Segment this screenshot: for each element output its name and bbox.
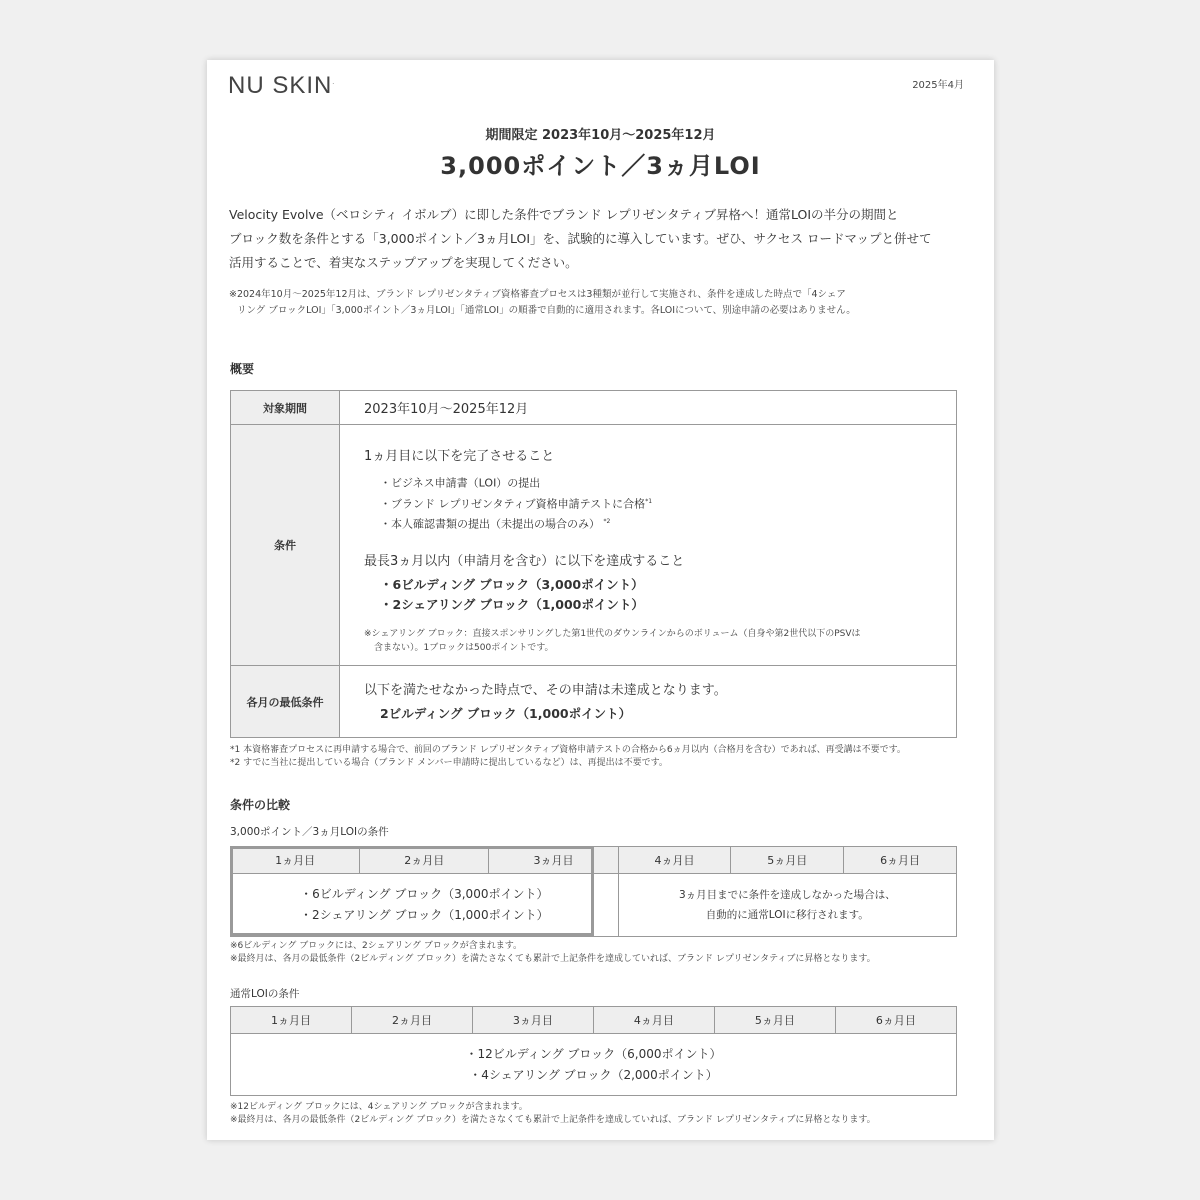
month-header: 5ヵ月目 bbox=[714, 1007, 835, 1034]
within-item: ・2シェアリング ブロック（1,000ポイント） bbox=[380, 596, 644, 612]
comparison-heading: 条件の比較 bbox=[230, 798, 291, 812]
loi3-fallback-note: 3ヵ月目までに条件を達成しなかった場合は、 自動的に通常LOIに移行されます。 bbox=[618, 874, 956, 937]
minimum-label: 各月の最低条件 bbox=[231, 666, 340, 738]
loi3-table bbox=[230, 846, 957, 937]
month-header: 1ヵ月目 bbox=[231, 847, 360, 874]
month-header: 6ヵ月目 bbox=[835, 1007, 956, 1034]
month-header: 4ヵ月目 bbox=[618, 847, 731, 874]
minimum-text: 以下を満たせなかった時点で、その申請は未達成となります。 bbox=[364, 683, 727, 698]
intro-paragraph: Velocity Evolve（ベロシティ イボルブ）に即した条件でブランド レプリゼンタティブ昇格へ！通常LOIの半分の期間と ブロック数を条件とする「3,000ポイント／3ヵ月LOI」を、試験的に導入しています。ぜひ、サクセス ロードマップと併せて 活用することで、着実なステップアップを実現してください。 bbox=[229, 207, 932, 270]
overview-footnotes: *1 本資格審査プロセスに再申請する場合で、前回のブランド レプリゼンタティブ資格申請テストの合格から6ヵ月以内（合格月を含む）であれば、再受講は不要です。 *2 すでに当社に提出している場合（ブランド メンバー申請時に提出しているなど）は、再提出は不要です。 bbox=[230, 745, 906, 768]
title-period: 期間限定 2023年10月～2025年12月 bbox=[485, 128, 716, 143]
sharing-note: ※シェアリング ブロック：直接スポンサリングした第1世代のダウンラインからのボリューム（自身や第2世代以下のPSVは 含まない）。1ブロックは500ポイントです。 bbox=[364, 628, 861, 653]
month-header: 1ヵ月目 bbox=[231, 1007, 352, 1034]
month-header: 5ヵ月目 bbox=[731, 847, 844, 874]
within-item: ・6ビルディング ブロック（3,000ポイント） bbox=[380, 576, 644, 592]
loi3-month-row bbox=[231, 847, 957, 874]
normal-requirements: ・12ビルディング ブロック（6,000ポイント） ・4シェアリング ブロック（2,000ポイント） bbox=[231, 1034, 957, 1096]
issue-date: 2025年4月 bbox=[912, 80, 964, 91]
normal-loi-title: 通常LOIの条件 bbox=[230, 988, 300, 1000]
month-header: 3ヵ月目 bbox=[489, 847, 618, 874]
minimum-cell bbox=[340, 666, 957, 738]
normal-loi-notes: ※12ビルディング ブロックには、4シェアリング ブロックが含まれます。 ※最終月は、各月の最低条件（2ビルディング ブロック）を満たさなくても累計で上記条件を達成していれば、ブランド レプリゼンタティブに昇格となります。 bbox=[230, 1102, 876, 1125]
loi3-notes: ※6ビルディング ブロックには、2シェアリング ブロックが含まれます。 ※最終月は、各月の最低条件（2ビルディング ブロック）を満たさなくても累計で上記条件を達成していれば、ブランド レプリゼンタティブに昇格となります。 bbox=[230, 941, 876, 964]
month1-item: ・ブランド レプリゼンタティブ資格申請テストに合格$^{*1}$ bbox=[380, 497, 653, 511]
page-title: 3,000ポイント／3ヵ月LOI bbox=[440, 152, 761, 180]
month-header: 2ヵ月目 bbox=[351, 1007, 472, 1034]
intro-note: ※2024年10月～2025年12月は、ブランド レプリゼンタティブ資格審査プロセスは3種類が並行して実施され、条件を達成した時点で「4シェア リング ブロックLOI」「3,000ポイント／3ヵ月LOI」「通常LOI」の順番で自動的に適用されます。各LOIについて、別途申請の必要はありません。 bbox=[229, 289, 856, 316]
month-header: 6ヵ月目 bbox=[844, 847, 957, 874]
period-row bbox=[231, 391, 957, 425]
conditions-row bbox=[231, 425, 957, 666]
normal-month-row bbox=[231, 1007, 957, 1034]
month-header: 3ヵ月目 bbox=[472, 1007, 593, 1034]
month1-item: ・ビジネス申請書（LOI）の提出 bbox=[380, 476, 541, 490]
normal-body-row bbox=[231, 1034, 957, 1096]
period-value: 2023年10月～2025年12月 bbox=[340, 391, 957, 425]
conditions-cell bbox=[340, 425, 957, 666]
normal-loi-table bbox=[230, 1006, 957, 1096]
month-header: 4ヵ月目 bbox=[593, 1007, 714, 1034]
month-header: 2ヵ月目 bbox=[360, 847, 489, 874]
loi3-body-row bbox=[231, 874, 957, 937]
within-heading: 最長3ヵ月以内（申請月を含む）に以下を達成すること bbox=[364, 553, 685, 569]
nu-skin-logo: NU SKIN. bbox=[228, 72, 336, 99]
period-label: 対象期間 bbox=[231, 391, 340, 425]
document-page bbox=[207, 60, 994, 1140]
month1-heading: 1ヵ月目に以下を完了させること bbox=[364, 449, 555, 464]
overview-table bbox=[230, 390, 957, 738]
minimum-item: 2ビルディング ブロック（1,000ポイント） bbox=[380, 706, 632, 721]
month1-item: ・本人確認書類の提出（未提出の場合のみ） $^{*2}$ bbox=[380, 517, 611, 531]
overview-heading: 概要 bbox=[230, 362, 255, 376]
minimum-row bbox=[231, 666, 957, 738]
loi3-title: 3,000ポイント／3ヵ月LOIの条件 bbox=[230, 826, 389, 838]
conditions-label: 条件 bbox=[231, 425, 340, 666]
loi3-requirements: ・6ビルディング ブロック（3,000ポイント） ・2シェアリング ブロック（1,000ポイント） bbox=[231, 874, 619, 937]
